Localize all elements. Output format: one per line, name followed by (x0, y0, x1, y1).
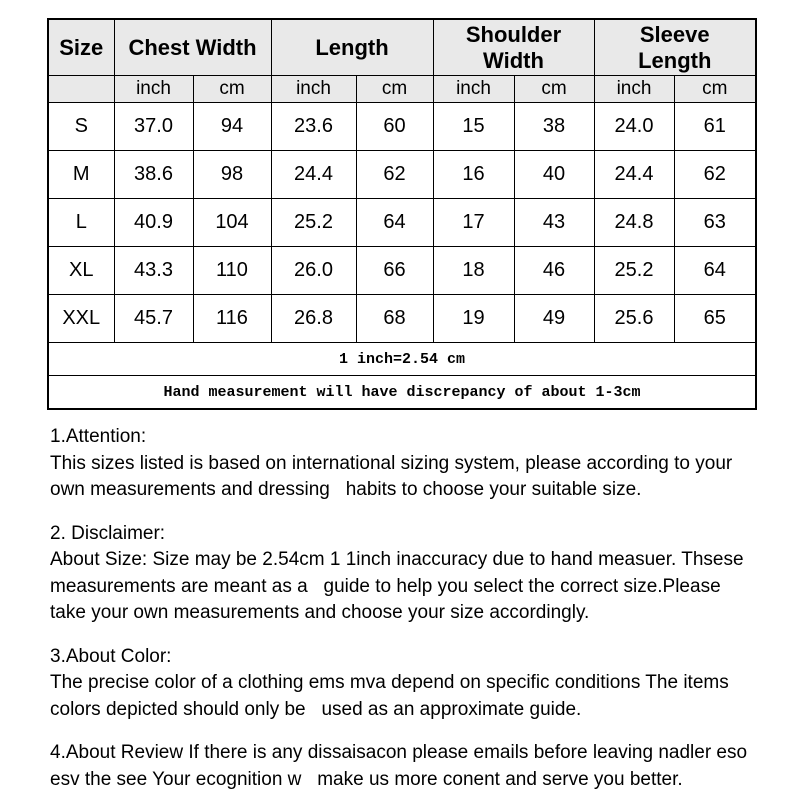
header-shoulder-width-label: Shoulder Width (465, 21, 562, 73)
note-row-hand-measurement (48, 376, 756, 410)
value-cell: 98 (193, 151, 271, 199)
unit-cell: inch (114, 76, 193, 103)
notes-text-block (50, 424, 747, 800)
value-cell: 64 (356, 199, 433, 247)
value-cell: 63 (674, 199, 756, 247)
value-cell: 45.7 (114, 295, 193, 343)
note-inch-conversion: 1 inch=2.54 cm (48, 343, 756, 376)
size-cell: XL (48, 247, 114, 295)
value-cell: 37.0 (114, 103, 193, 151)
section-about-review (50, 740, 747, 793)
note-hand-measurement: Hand measurement will have discrepancy of about 1-3cm (48, 376, 756, 410)
value-cell: 16 (433, 151, 514, 199)
value-cell: 60 (356, 103, 433, 151)
unit-empty-cell (48, 76, 114, 103)
section-attention-heading: 1.Attention: (50, 426, 147, 447)
value-cell: 26.0 (271, 247, 356, 295)
table-row-xxl (48, 295, 756, 343)
value-cell: 62 (674, 151, 756, 199)
value-cell: 104 (193, 199, 271, 247)
value-cell: 110 (193, 247, 271, 295)
value-cell: 38.6 (114, 151, 193, 199)
header-sleeve-length (594, 19, 756, 76)
value-cell: 43 (514, 199, 594, 247)
value-cell: 25.6 (594, 295, 674, 343)
size-cell: S (48, 103, 114, 151)
unit-cell: cm (674, 76, 756, 103)
unit-cell: inch (271, 76, 356, 103)
value-cell: 19 (433, 295, 514, 343)
value-cell: 23.6 (271, 103, 356, 151)
section-about-color-heading: 3.About Color: (50, 645, 172, 667)
section-disclaimer-line: take your own measurements and choose your size accordingly. (50, 602, 590, 623)
value-cell: 61 (674, 103, 756, 151)
value-cell: 66 (356, 247, 433, 295)
value-cell: 18 (433, 247, 514, 295)
table-row-xl (48, 247, 756, 295)
section-about-review-line: esv the see Your ecognition w make us more conent and serve you better. (50, 768, 683, 790)
header-sleeve-length-label: Sleeve Length (638, 21, 712, 73)
header-shoulder-width (433, 19, 594, 76)
value-cell: 94 (193, 103, 271, 151)
value-cell: 25.2 (594, 247, 674, 295)
section-about-review-line: 4.About Review If there is any dissaisacon please emails before leaving nadler eso (50, 742, 748, 763)
section-disclaimer (50, 521, 747, 627)
value-cell: 46 (514, 247, 594, 295)
unit-cell: cm (514, 76, 594, 103)
table-row-s (48, 103, 756, 151)
value-cell: 17 (433, 199, 514, 247)
value-cell: 24.0 (594, 103, 674, 151)
unit-cell: cm (193, 76, 271, 103)
size-cell: M (48, 151, 114, 199)
value-cell: 24.4 (594, 151, 674, 199)
value-cell: 65 (674, 295, 756, 343)
value-cell: 64 (674, 247, 756, 295)
value-cell: 25.2 (271, 199, 356, 247)
header-chest-width: Chest Width (114, 19, 271, 76)
size-cell: L (48, 199, 114, 247)
value-cell: 15 (433, 103, 514, 151)
unit-cell: inch (594, 76, 674, 103)
value-cell: 24.4 (271, 151, 356, 199)
section-attention-line: own measurements and dressing habits to choose your suitable size. (50, 479, 642, 500)
header-length: Length (271, 19, 433, 76)
section-about-color-line: colors depicted should only be used as an approximate guide. (50, 698, 582, 720)
table-row-m (48, 151, 756, 199)
header-size: Size (48, 19, 114, 76)
section-attention-line: This sizes listed is based on international sizing system, please according to your (50, 452, 733, 474)
value-cell: 68 (356, 295, 433, 343)
unit-cell: cm (356, 76, 433, 103)
table-row-l (48, 199, 756, 247)
size-cell: XXL (48, 295, 114, 343)
section-about-color (50, 644, 747, 724)
value-cell: 62 (356, 151, 433, 199)
note-row-inch-conversion (48, 343, 756, 376)
value-cell: 40 (514, 151, 594, 199)
value-cell: 116 (193, 295, 271, 343)
value-cell: 43.3 (114, 247, 193, 295)
section-attention (50, 424, 747, 504)
value-cell: 24.8 (594, 199, 674, 247)
size-chart-table (47, 18, 757, 410)
value-cell: 49 (514, 295, 594, 343)
unit-cell: inch (433, 76, 514, 103)
section-about-color-line: The precise color of a clothing ems mva depend on specific conditions The items (50, 672, 729, 693)
value-cell: 40.9 (114, 199, 193, 247)
section-disclaimer-line: measurements are meant as a guide to help you select the correct size.Please (50, 575, 721, 597)
value-cell: 26.8 (271, 295, 356, 343)
value-cell: 38 (514, 103, 594, 151)
table-header-row (48, 19, 756, 76)
section-disclaimer-line: About Size: Size may be 2.54cm 1 1inch inaccuracy due to hand measuer. Thsese (50, 549, 744, 570)
section-disclaimer-heading: 2. Disclaimer: (50, 522, 166, 544)
table-unit-row (48, 76, 756, 103)
